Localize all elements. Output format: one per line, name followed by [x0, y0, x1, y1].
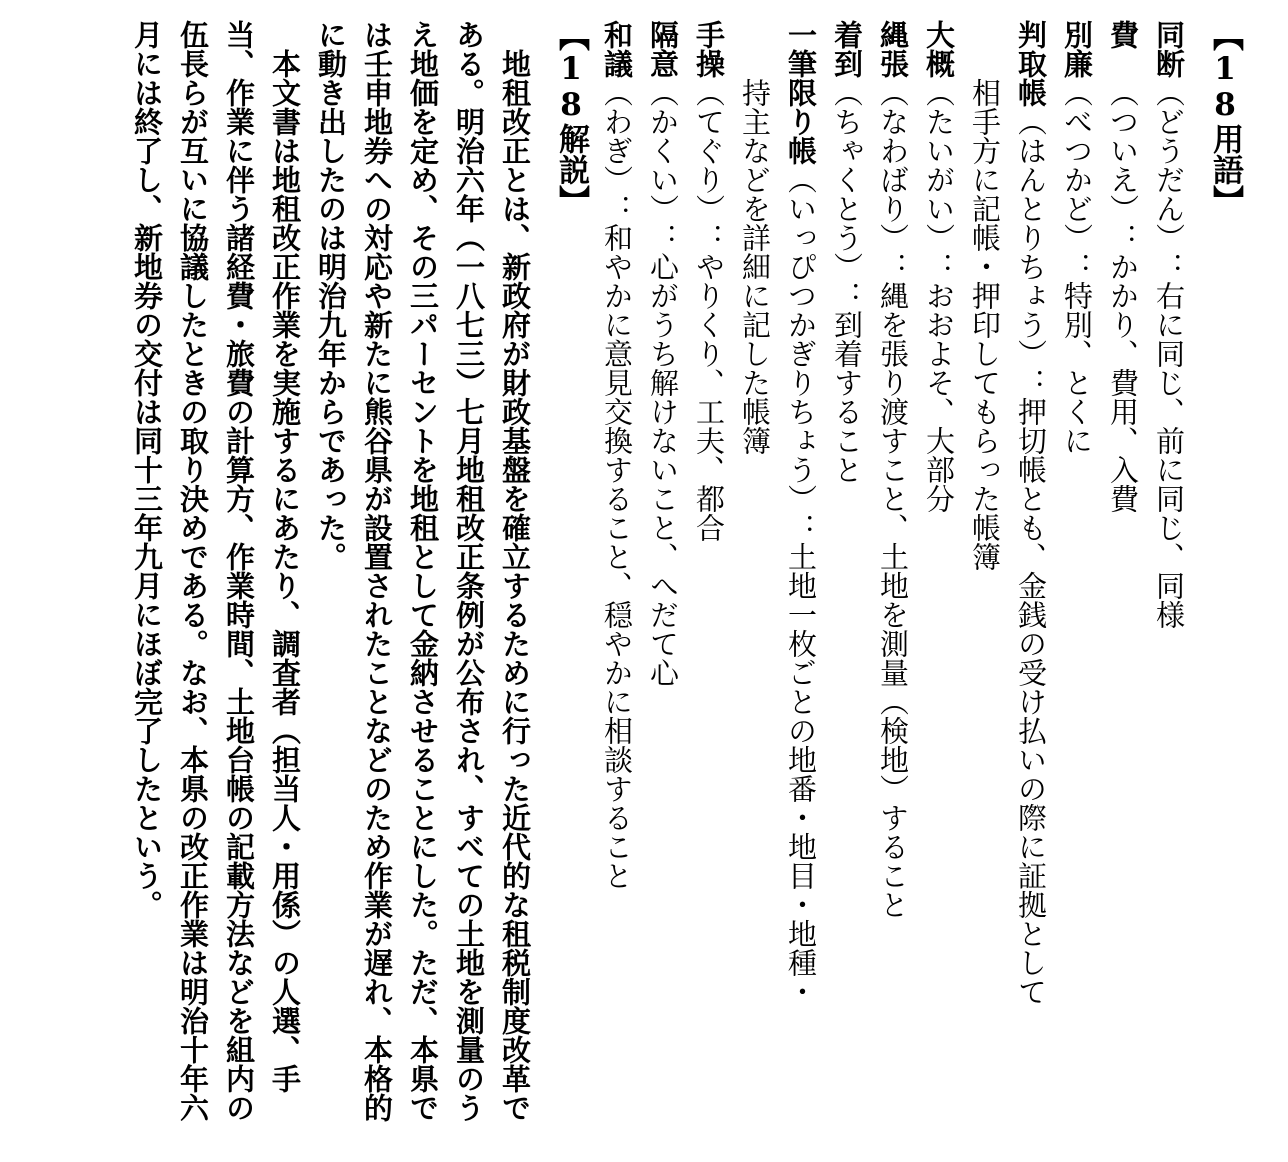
glossary-entry — [1100, 20, 1146, 1140]
commentary-paragraph: 地租改正とは、新政府が財政基盤を確立するために行った近代的な租税制度改革である。明治六年（一八七三）七月地租改正条例が公布され、すべての土地を測量のうえ地価を定め、その三パーセントを地租として金納させることにした。ただ、本県では壬申地券への対応や新たに熊谷県が設置されたことなどのため作業が遅れ、本格的に動き出したのは明治九年からであった。 — [314, 20, 532, 1122]
glossary-term: 別廉 — [1060, 20, 1094, 78]
glossary-definition: （かくい）：心がうち解けないこと、へだて心 — [646, 78, 680, 687]
glossary-definition: 持主などを詳細に記した帳簿 — [738, 78, 772, 455]
glossary-entry — [1008, 20, 1054, 1140]
glossary-entry — [916, 20, 962, 1140]
glossary-entry — [686, 20, 732, 1140]
glossary-term: 費 — [1106, 20, 1140, 49]
glossary-term: 大概 — [922, 20, 956, 78]
commentary-heading: 【18解説】 — [553, 20, 589, 216]
glossary-term: 和議 — [600, 20, 634, 78]
glossary-entry — [594, 20, 640, 1140]
glossary-definition: （ちゃくとう）：到着すること — [830, 78, 864, 484]
glossary-definition: （わぎ）：和やかに意見交換すること、穏やかに相談すること — [600, 78, 634, 890]
glossary-definition: （たいがい）：おおよそ、大部分 — [922, 78, 956, 513]
glossary-term: 隔意 — [646, 20, 680, 78]
glossary-definition: （いっぴつかぎりちょう）：土地一枚ごとの地番・地目・地種・ — [784, 165, 818, 1006]
glossary-term: 縄張 — [876, 20, 910, 78]
glossary-definition: （ついえ）：かかり、費用、入費 — [1106, 78, 1140, 513]
glossary-term: 同断 — [1152, 20, 1186, 78]
glossary-entry-continuation — [732, 20, 778, 1140]
commentary-paragraph: 本文書は地租改正作業を実施するにあたり、調査者（担当人・用係）の人選、手当、作業に伴う諸経費・旅費の計算方、作業時間、土地台帳の記載方法などを組内の伍長らが互いに協議したときの取り決めである。なお、本県の改正作業は明治十年六月には終了し、新地券の交付は同十三年九月にほぼ完了したという。 — [130, 20, 302, 1122]
glossary-entry — [1146, 20, 1192, 1140]
glossary-entry — [824, 20, 870, 1140]
glossary-entry-continuation — [962, 20, 1008, 1140]
glossary-definition: 相手方に記帳・押印してもらった帳簿 — [968, 78, 1002, 571]
glossary-definition: （どうだん）：右に同じ、前に同じ、同様 — [1152, 78, 1186, 629]
glossary-definition: （てぐり）：やりくり、工夫、都合 — [692, 78, 726, 542]
glossary-definition: （べつかど）：特別、とくに — [1060, 78, 1094, 455]
glossary-entry — [778, 20, 824, 1140]
vertical-text-body — [124, 20, 1248, 1140]
glossary-term: 着到 — [830, 20, 864, 78]
glossary-entry — [1054, 20, 1100, 1140]
glossary-term: 手操 — [692, 20, 726, 78]
glossary-heading: 【18用語】 — [1207, 20, 1243, 216]
glossary-entry — [870, 20, 916, 1140]
glossary-definition: （はんとりちょう）：押切帳とも、金銭の受け払いの際に証拠として — [1014, 107, 1048, 1006]
glossary-definition: （なわばり）：縄を張り渡すこと、土地を測量（検地）すること — [876, 78, 910, 919]
glossary-term: 一筆限り帳 — [784, 20, 818, 165]
glossary-term: 判取帳 — [1014, 20, 1048, 107]
glossary-entry — [640, 20, 686, 1140]
